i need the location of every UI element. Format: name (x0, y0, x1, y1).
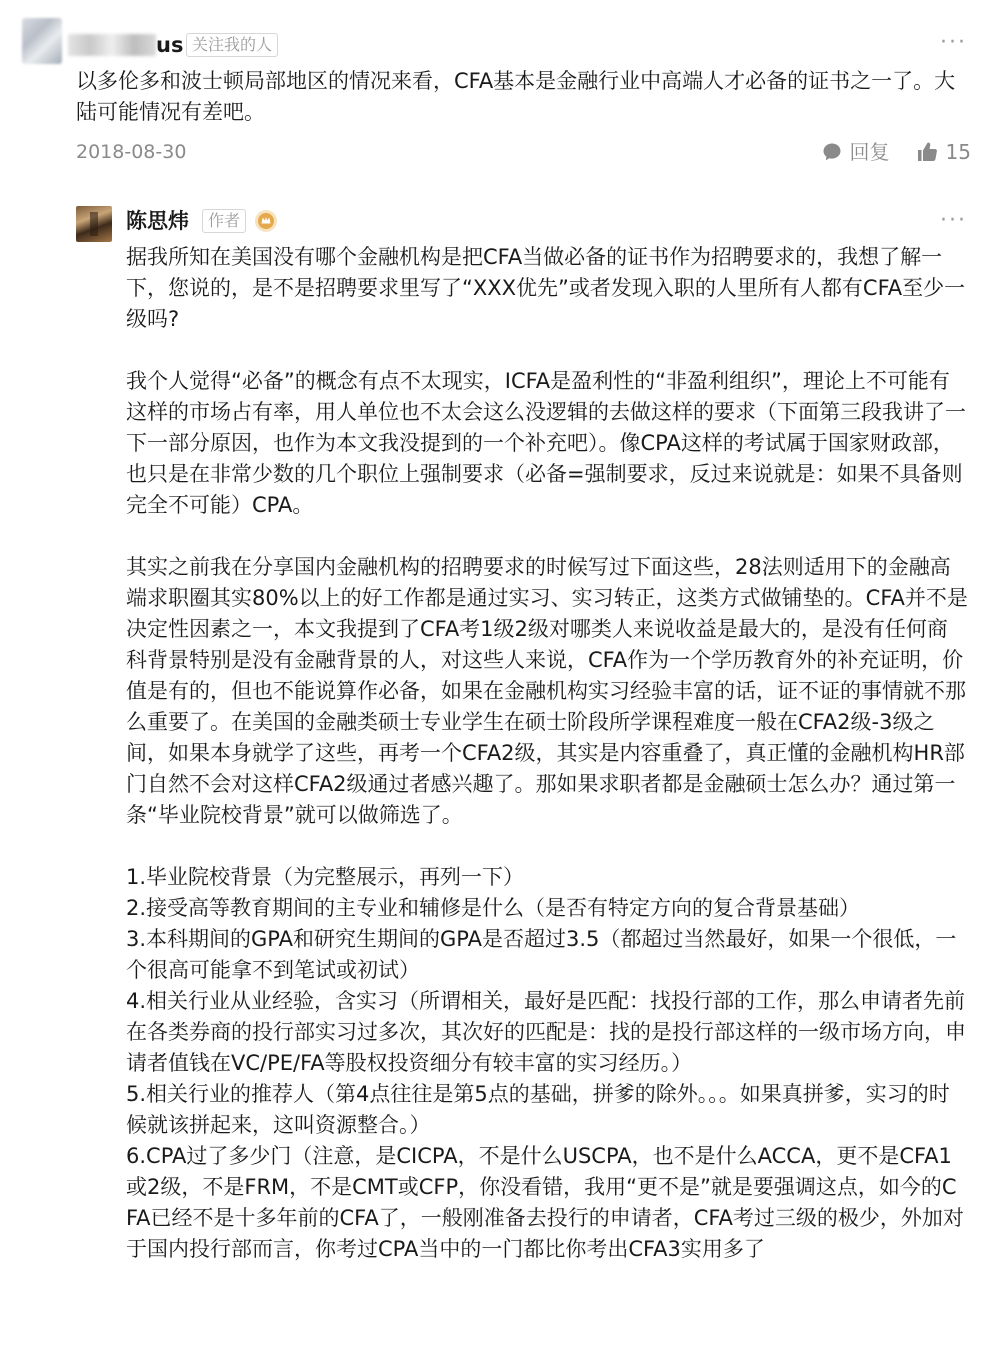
honor-badge-icon[interactable] (254, 209, 278, 233)
author-name[interactable]: us (156, 33, 184, 57)
more-options-icon[interactable]: ··· (940, 208, 967, 233)
comment-item (0, 0, 995, 190)
like-button[interactable] (916, 140, 971, 164)
reply-bubble-icon (822, 142, 842, 162)
author-name[interactable]: 陈思炜 (126, 209, 189, 233)
comment-text: 以多伦多和波士顿局部地区的情况来看，CFA基本是金融行业中高端人才必备的证书之一了。大陆可能情况有差吧。 (76, 69, 956, 124)
thumbs-up-icon (916, 141, 938, 163)
author-name-blurred[interactable] (68, 34, 156, 56)
like-count: 15 (945, 140, 971, 164)
more-options-icon[interactable]: ··· (940, 30, 967, 55)
author-tag: 作者 (202, 209, 246, 233)
reply-text: 据我所知在美国没有哪个金融机构是把CFA当做必备的证书作为招聘要求的，我想了解一下，您说的，是不是招聘要求里写了“XXX优先”或者发现入职的人里所有人都有CFA至少一级吗? 我个人觉得“必备”的概念有点不太现实，ICFA是盈利性的“非盈利组织”，理论上不可能有这样的市场占有率，用人单位也不太会这么没逻辑的去做这样的要求（下面第三段我讲了一下一部分原因，也作为本文我没提到的一个补充吧）。像CPA这样的考试属于国家财政部，也只是在非常少数的几个职位上强制要求（必备=强制要求，反过来说就是：如果不具备则完全不可能）CPA。 其实之前我在分享国内金融机构的招聘要求的时候写过下面这些，28法则适用下的金融高端求职圈其实80%以上的好工作都是通过实习、实习转正，这类方式做铺垫的。CFA并不是决定性因素之一，本文我提到了CFA考1级2级对哪类人来说收益是最大的，是没有任何商科背景特别是没有金融背景的人，对这些人来说，CFA作为一个学历教育外的补充证明，价值是有的，但也不能说算作必备，如果在金融机构实习经验丰富的话，证不证的事情就不那么重要了。在美国的金融类硕士专业学生在硕士阶段所学课程难度一般在CFA2级-3级之间，如果本身就学了这些，再考一个CFA2级，其实是内容重叠了，真正懂的金融机构HR部门自然不会对这样CFA2级通过者感兴趣了。那如果求职者都是金融硕士怎么办？通过第一条“毕业院校背景”就可以做筛选了。 1.毕业院校背景（为完整展示，再列一下） 2.接受高等教育期间的主专业和辅修是什么（是否有特定方向的复合背景基础） 3.本科期间的GPA和研究生期间的GPA是否超过3.5（都超过当然最好，如果一个很低，一个很高可能拿不到笔试或初试） 4.相关行业从业经验，含实习（所谓相关，最好是匹配：找投行部的工作，那么申请者先前在各类券商的投行部实习过多次，其次好的匹配是：找的是投行部这样的一级市场方向，申请者值钱在VC/PE/FA等股权投资细分有较丰富的实习经历。） 5.相关行业的推荐人（第4点往往是第5点的基础，拼爹的除外。。。如果真拼爹，实习的时候就该拼起来，这叫资源整合。） 6.CPA过了多少门（注意，是CICPA，不是什么USCPA，也不是什么ACCA，更不是CFA1或2级，不是FRM，不是CMT或CFP，你没看错，我用“更不是”就是要强调这点，如今的CFA已经不是十多年前的CFA了，一般刚准备去投行的申请者，CFA考过三级的极少，外加对于国内投行部而言，你考过CPA当中的一门都比你考出CFA3实用多了 (126, 245, 968, 1261)
follower-tag: 关注我的人 (186, 33, 278, 57)
reply-button[interactable] (822, 140, 890, 164)
comment-date: 2018-08-30 (76, 141, 187, 163)
avatar[interactable] (22, 18, 62, 64)
comment-actions (796, 140, 971, 164)
reply-item (0, 190, 995, 1349)
reply-label: 回复 (849, 140, 890, 164)
avatar[interactable] (76, 206, 112, 242)
